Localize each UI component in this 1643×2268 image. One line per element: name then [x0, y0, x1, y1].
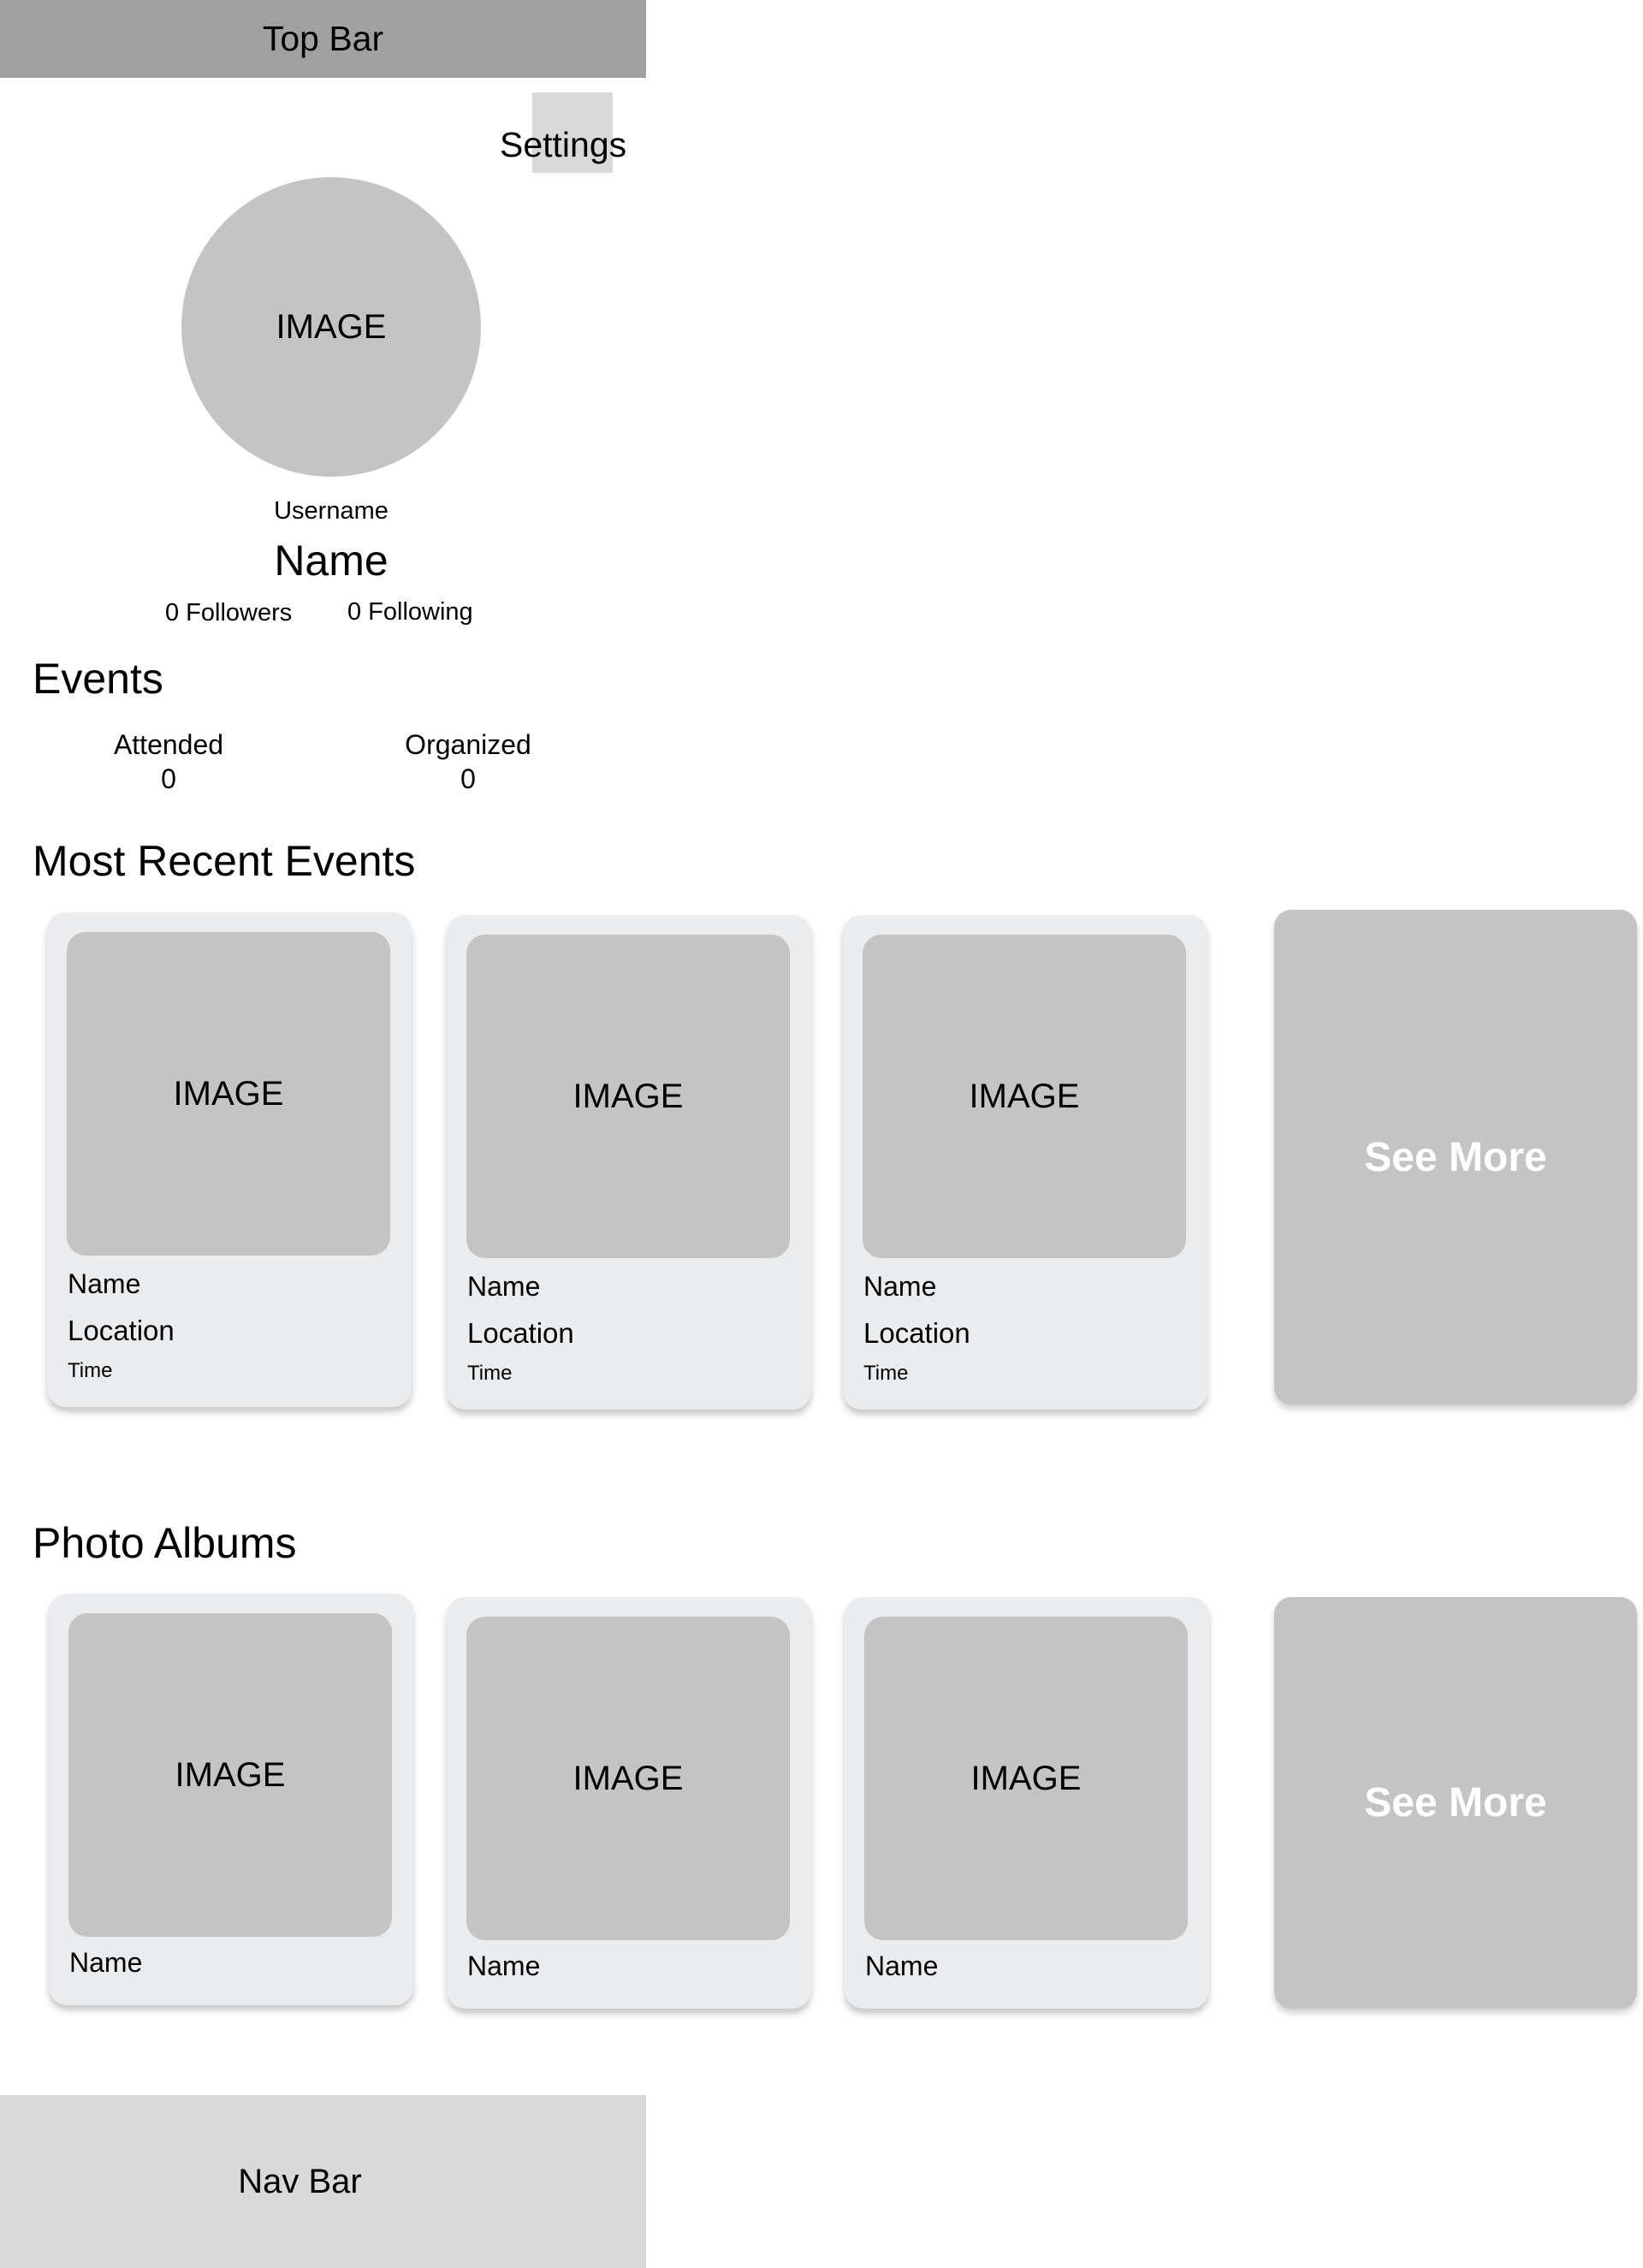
image-placeholder-label: IMAGE: [572, 1077, 684, 1115]
avatar: [181, 177, 481, 477]
album-card[interactable]: [49, 1594, 413, 2005]
top-bar-label: Top Bar: [262, 19, 384, 58]
albums-see-more-button[interactable]: [1274, 1597, 1637, 2009]
image-placeholder-label: IMAGE: [572, 1759, 684, 1797]
image-placeholder-label: IMAGE: [969, 1077, 1080, 1115]
event-location: Location: [68, 1315, 175, 1346]
following-count[interactable]: 0 Following: [347, 598, 473, 626]
album-name: Name: [865, 1950, 939, 1981]
organized-stat: [365, 727, 571, 796]
organized-label: Organized: [405, 729, 531, 760]
event-image: [863, 935, 1186, 1258]
recent-events-heading: Most Recent Events: [33, 837, 416, 885]
attended-stat: [66, 727, 271, 796]
event-card[interactable]: [47, 912, 412, 1407]
image-placeholder-label: IMAGE: [175, 1755, 286, 1794]
album-card[interactable]: [447, 1597, 811, 2009]
event-name: Name: [68, 1268, 141, 1299]
event-location: Location: [863, 1317, 970, 1349]
event-time: Time: [467, 1362, 513, 1385]
album-image: [68, 1613, 392, 1937]
settings-label[interactable]: Settings: [500, 125, 627, 164]
event-location: Location: [467, 1317, 574, 1349]
top-bar: [0, 0, 646, 78]
album-card[interactable]: [845, 1597, 1209, 2009]
album-name: Name: [69, 1947, 143, 1978]
album-name: Name: [467, 1950, 541, 1981]
album-image: [864, 1617, 1188, 1940]
see-more-label: See More: [1364, 1134, 1547, 1180]
attended-value: 0: [161, 763, 176, 794]
nav-bar: [0, 2095, 646, 2268]
event-image: [67, 932, 390, 1256]
events-heading: Events: [33, 655, 163, 703]
event-name: Name: [863, 1271, 937, 1302]
display-name: Name: [274, 537, 389, 585]
organized-value: 0: [460, 763, 476, 794]
image-placeholder-label: IMAGE: [173, 1074, 284, 1113]
attended-label: Attended: [113, 729, 224, 760]
event-card[interactable]: [843, 915, 1207, 1410]
see-more-label: See More: [1364, 1780, 1547, 1826]
events-see-more-button[interactable]: [1274, 910, 1637, 1404]
nav-bar-label: Nav Bar: [238, 2162, 362, 2200]
event-image: [466, 935, 790, 1258]
avatar-placeholder-label: IMAGE: [276, 307, 387, 346]
event-time: Time: [863, 1362, 909, 1385]
event-time: Time: [68, 1359, 113, 1382]
username: Username: [274, 497, 389, 525]
album-image: [466, 1617, 790, 1940]
event-name: Name: [467, 1271, 541, 1302]
photo-albums-heading: Photo Albums: [33, 1519, 297, 1567]
event-card[interactable]: [447, 915, 811, 1410]
followers-count[interactable]: 0 Followers: [165, 599, 293, 626]
image-placeholder-label: IMAGE: [970, 1759, 1082, 1797]
